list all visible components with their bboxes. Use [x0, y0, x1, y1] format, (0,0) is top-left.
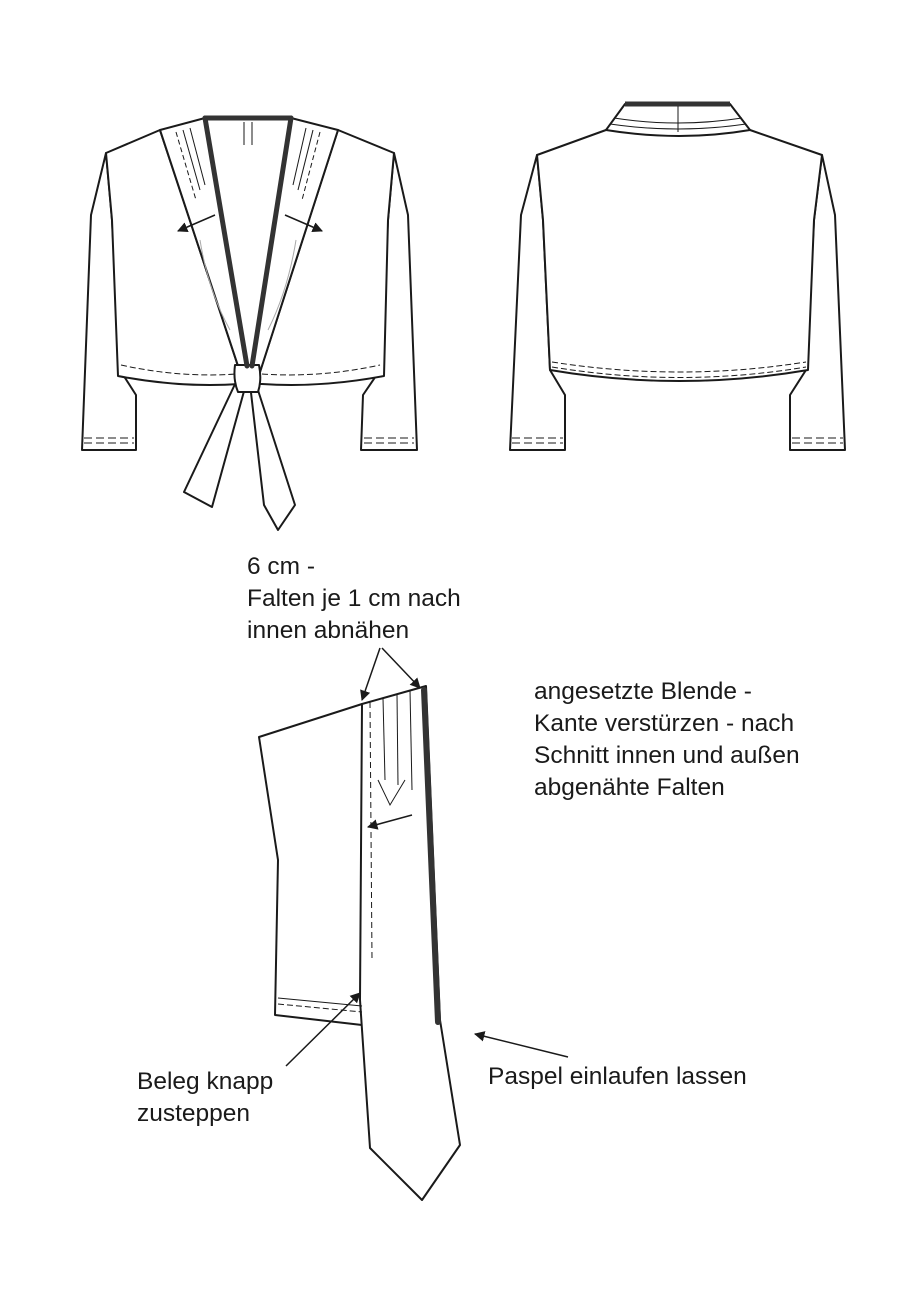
- detail-front-panel: [259, 704, 362, 1025]
- falten-line-2: Falten je 1 cm nach: [247, 585, 461, 612]
- front-view: [82, 118, 417, 530]
- blende-line-4: abgenähte Falten: [534, 774, 725, 801]
- back-view: [510, 104, 845, 450]
- blende-line-3: Schnitt innen und außen: [534, 742, 800, 769]
- beleg-line-2: zusteppen: [137, 1100, 251, 1127]
- beleg-note: [137, 1066, 273, 1130]
- front-knot: [234, 365, 260, 392]
- blende-note: [534, 676, 800, 804]
- front-tie-left: [184, 382, 246, 507]
- falten-arrow-right: [382, 648, 420, 688]
- blende-line-1: angesetzte Blende -: [534, 678, 752, 705]
- beleg-line-1: Beleg knapp: [137, 1068, 274, 1095]
- paspel-arrow: [475, 1034, 568, 1057]
- detail-band: [360, 686, 460, 1200]
- back-body: [537, 130, 822, 381]
- front-tie-right: [250, 384, 295, 530]
- front-body: [106, 130, 394, 385]
- falten-arrow-left: [362, 648, 380, 700]
- falten-line-1: 6 cm -: [247, 553, 316, 580]
- blende-line-2: Kante verstürzen - nach: [534, 710, 795, 737]
- falten-note: [247, 551, 461, 647]
- paspel-line-1: Paspel einlaufen lassen: [488, 1063, 747, 1090]
- falten-line-3: innen abnähen: [247, 617, 410, 644]
- paspel-note: [488, 1061, 747, 1093]
